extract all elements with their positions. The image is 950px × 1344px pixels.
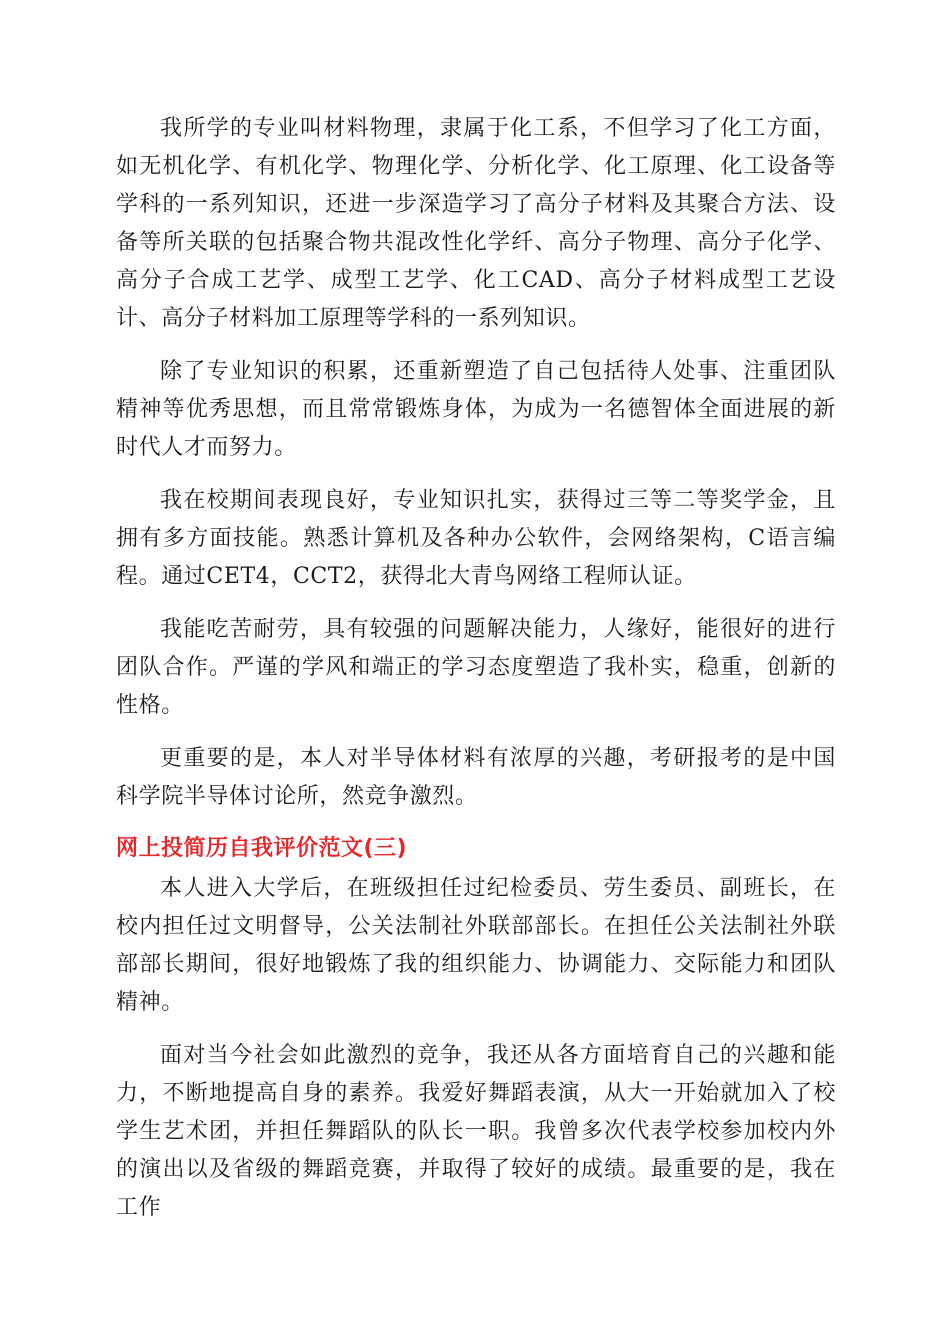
paragraph-dance: 面对当今社会如此激烈的竞争，我还从各方面培育自己的兴趣和能力，不断地提高自身的素养。我爱好舞蹈表演，从大一开始就加入了校学生艺术团，并担任舞蹈队的队长一职。我曾多次代表学校参加校内外的演出以及省级的舞蹈竞赛，并取得了较好的成绩。最重要的是，我在工作 xyxy=(116,1043,836,1220)
document-body xyxy=(116,110,836,1227)
paragraph-skills: 我在校期间表现良好，专业知识扎实，获得过三等二等奖学金，且拥有多方面技能。熟悉计算机及各种办公软件，会网络架构，C语言编程。通过CET4，CCT2，获得北大青鸟网络工程师认证。 xyxy=(116,488,836,589)
paragraph-teamwork: 我能吃苦耐劳，具有较强的问题解决能力，人缘好，能很好的进行团队合作。严谨的学风和端正的学习态度塑造了我朴实，稳重，创新的性格。 xyxy=(116,617,836,718)
paragraph-major: 我所学的专业叫材料物理，隶属于化工系，不但学习了化工方面，如无机化学、有机化学、物理化学、分析化学、化工原理、化工设备等学科的一系列知识，还进一步深造学习了高分子材料及其聚合方法、设备等所关联的包括聚合物共混改性化学纤、高分子物理、高分子化学、高分子合成工艺学、成型工艺学、化工CAD、高分子材料成型工艺设计、高分子材料加工原理等学科的一系列知识。 xyxy=(116,116,836,331)
paragraph-character: 除了专业知识的积累，还重新塑造了自己包括待人处事、注重团队精神等优秀思想，而且常常锻炼身体，为成为一名德智体全面进展的新时代人才而努力。 xyxy=(116,359,836,460)
paragraph-positions: 本人进入大学后，在班级担任过纪检委员、劳生委员、副班长，在校内担任过文明督导，公关法制社外联部部长。在担任公关法制社外联部部长期间，很好地锻炼了我的组织能力、协调能力、交际能力和团队精神。 xyxy=(116,876,836,1015)
paragraph-interest: 更重要的是，本人对半导体材料有浓厚的兴趣，考研报考的是中国科学院半导体讨论所，然竞争激烈。 xyxy=(116,746,836,809)
section-heading: 网上投简历自我评价范文(三) xyxy=(116,836,408,861)
